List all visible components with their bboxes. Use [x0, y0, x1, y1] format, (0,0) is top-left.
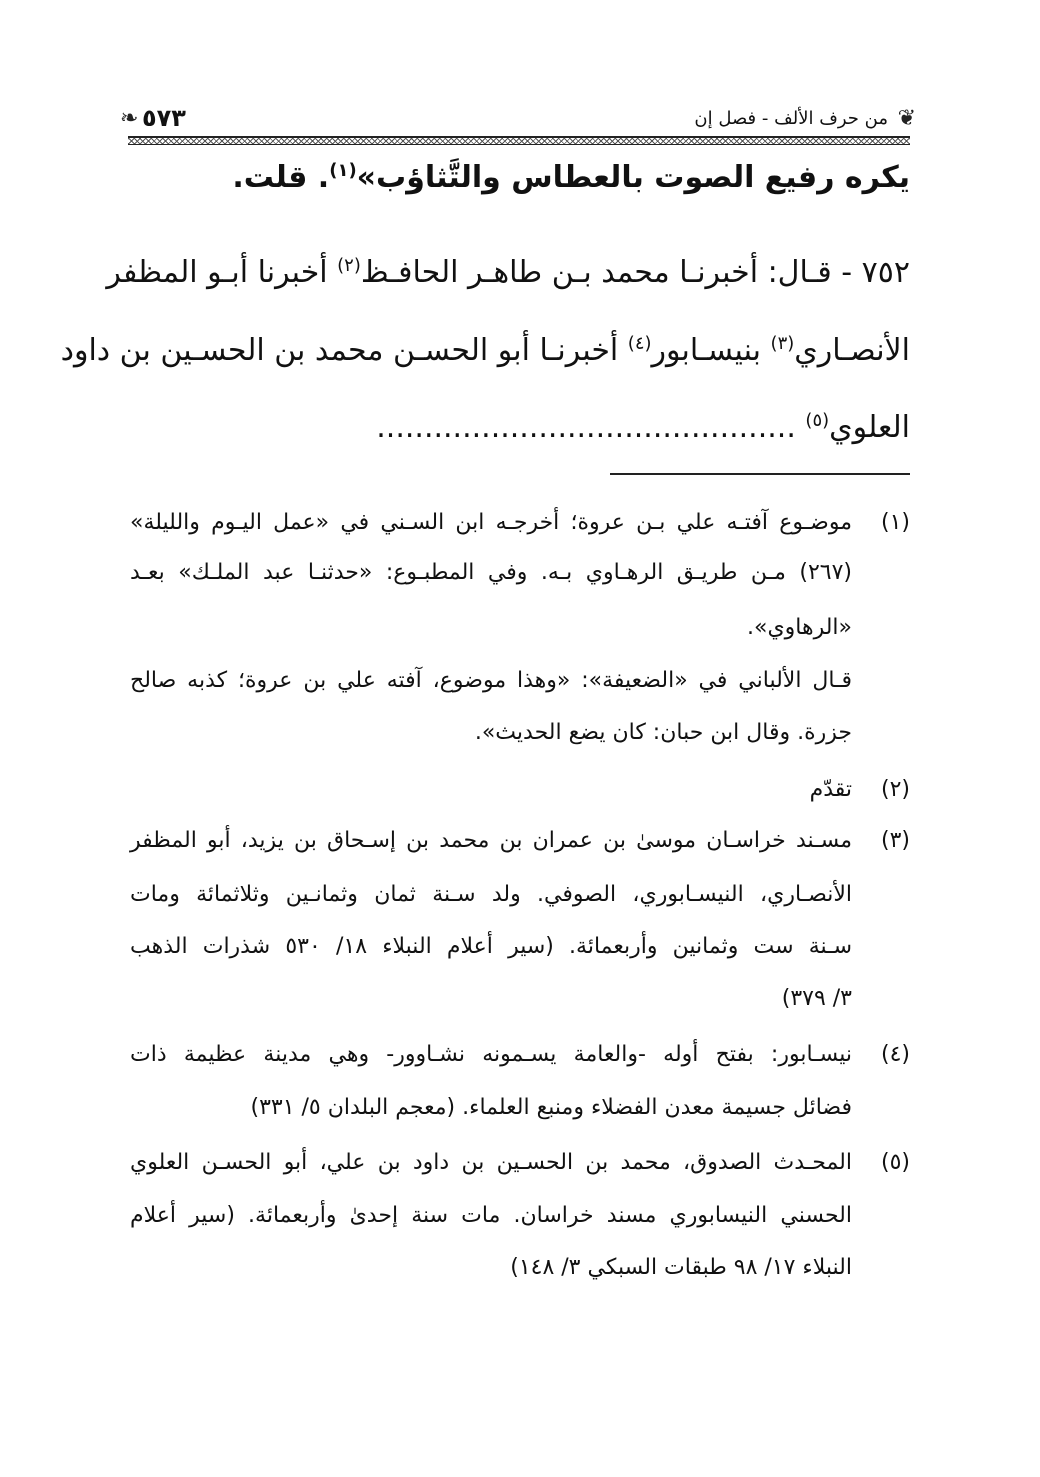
main-line-0: يكره رفيع الصوت بالعطاس والتَّثاؤب»$^{(١)}$. قلت.	[232, 160, 910, 195]
footnote-4-line-2: فضائل جسيمة معدن الفضلاء ومنبع العلماء. (معجم البلدان ٥/ ٣٣١)	[250, 1095, 852, 1120]
footnote-1-line-3: «الرهاوي».	[746, 615, 852, 640]
footnote-separator	[610, 473, 910, 475]
footnote-5-line-1: (٥)المحـدث الصدوق، محمد بن الحسـين بن داود بن علي، أبو الحسـن العلوي	[130, 1150, 910, 1175]
ornament-right-icon: ❦	[897, 106, 916, 131]
footnote-3-line-1: (٣)مسـند خراسـان موسىٰ بن عمران بن محمد بن إسـحاق بن يزيد، أبو المظفر	[130, 828, 910, 853]
main-line-3: العلوي$^{(٥)}$ ............................................	[376, 410, 910, 445]
footnote-3-line-2: الأنصـاري، النيسـابوري، الصوفي. ولد سـنة ثمان وثمانـين وثلاثمائة ومات	[130, 882, 852, 907]
footnote-1-line-4: قـال الألباني في «الضعيفة»: «وهذا موضوع، آفته علي بن عروة؛ كذبه صالح	[130, 668, 852, 693]
footnote-1-line-2: (٢٦٧) مـن طريـق الرهـاوي بـه. وفي المطبـوع: «حدثنـا عبد الملـك» بعـد	[130, 560, 852, 585]
footnote-3-line-3: سـنة ست وثمانين وأربعمائة. (سير أعلام النبلاء ١٨/ ٥٣٠ شذرات الذهب	[130, 934, 853, 959]
main-line-1: ٧٥٢ - قـال: أخبرنـا محمد بـن طاهـر الحافـظ$^{(٢)}$ أخبرنا أبـو المظفر	[106, 255, 910, 290]
footnote-3-line-4: ٣/ ٣٧٩)	[781, 986, 852, 1011]
footnote-2-line-1: (٢)تقدّم	[809, 777, 910, 802]
ornament-left-icon: ❧	[120, 106, 139, 131]
main-line-2: الأنصـاري$^{(٣)}$ بنيسـابور$^{(٤)}$ أخبرنـا أبو الحسـن محمد بن الحسـين بن داود	[60, 333, 910, 368]
footnote-1-line-1: (١)موضـوع آفتـه علي بـن عروة؛ أخرجـه ابن السـني في «عمل اليـوم والليلة»	[130, 510, 910, 535]
page-number: ٥٧٣	[142, 104, 186, 132]
footnote-1-line-5: جزرة. وقال ابن حبان: كان يضع الحديث».	[474, 720, 852, 745]
footnote-5-line-2: الحسني النيسابوري مسند خراسان. مات سنة إحدىٰ وأربعمائة. (سير أعلام	[130, 1203, 852, 1228]
footnote-5-line-3: النبلاء ١٧/ ٩٨ طبقات السبكي ٣/ ١٤٨)	[510, 1255, 852, 1280]
header-title: من حرف الألف - فصل إن	[694, 108, 888, 129]
footnote-4-line-1: (٤)نيسـابور: بفتح أوله -والعامة يسـمونه نشـاوور- وهي مدينة عظيمة ذات	[130, 1042, 910, 1067]
header-rule	[128, 136, 910, 145]
running-header	[120, 100, 916, 144]
